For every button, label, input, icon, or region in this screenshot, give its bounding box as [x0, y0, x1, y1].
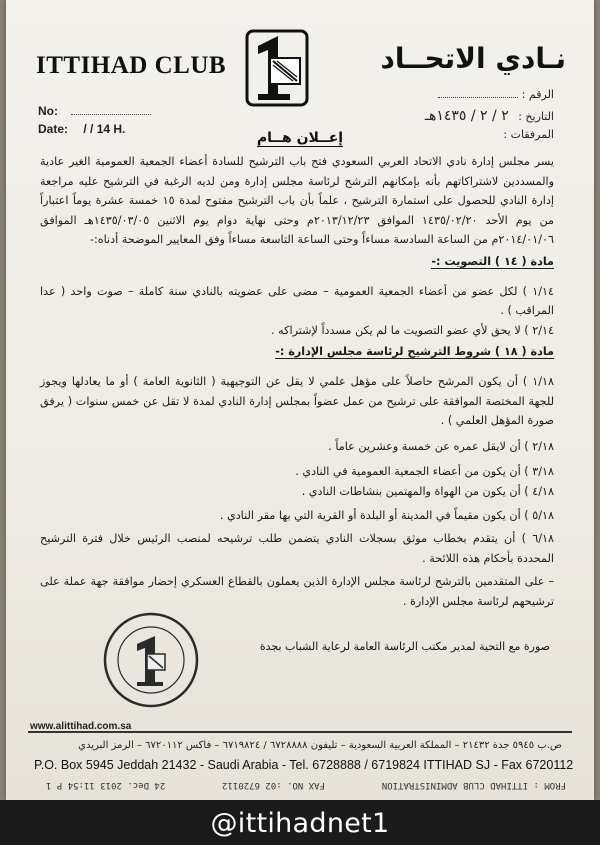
article-18-item-6: ٦/١٨ ) أن يتقدم بخطاب موثق بسجلات النادي يتضمن طلب ترشيحه لمنصب الرئيس خلال فترة الترشيح المحددة بأحكام هذه اللائحة .	[40, 532, 554, 565]
ar-date-label: التاريخ :	[518, 110, 554, 123]
club-name-english: ITTIHAD CLUB	[36, 52, 227, 79]
ar-number-label: الرقم :	[521, 88, 554, 101]
ar-number-dotline	[438, 87, 518, 98]
fax-number: FAX NO. :02 6720112	[222, 780, 325, 790]
number-dotline	[71, 104, 151, 115]
fax-from: FROM : ITTIHAD CLUB ADMINISTRATION	[381, 780, 566, 790]
club-name-arabic: نـادي الاتحــاد	[380, 42, 566, 75]
ar-date-field	[425, 108, 554, 124]
letter-page	[6, 0, 594, 800]
article-18-item-5: ٥/١٨ ) أن يكون مقيماً في المدينة أو البلدة أو القرية التي بها مقر النادي .	[219, 508, 554, 522]
address-english: P.O. Box 5945 Jeddah 21432 - Saudi Arabia - Tel. 6728888 / 6719824 ITTIHAD SJ - Fax 6720112	[34, 758, 574, 772]
number-label: No:	[38, 104, 58, 118]
announcement-heading	[6, 130, 594, 146]
ar-number-field	[438, 87, 554, 101]
club-logo-icon	[244, 28, 310, 108]
address-arabic: ص.ب ٥٩٤٥ جدة ٢١٤٣٢ – المملكة العربية السعودية – تليفون ٦٧٢٨٨٨٨ / ٦٧١٩٨٢٤ – فاكس ٦٧٢٠١١٢ – الرمز البريدي	[78, 740, 562, 751]
date-value: / / 14 H.	[83, 122, 126, 136]
article-18-title	[40, 342, 554, 362]
footer-divider	[28, 731, 572, 733]
article-18-item-1: ١/١٨ ) أن يكون المرشح حاصلاً على مؤهل علمي لا يقل عن التوجيهية ( الثانوية العامة ) أو ما يعادلها ويجوز للجهة المختصة الموافقة على ترشيح من عمل عضواً بمجلس إدارة النادي لمدة لا تقل عن خمس سنوات ( يرفق صورة المؤهل العلمي ) .	[40, 374, 554, 428]
article-14-item-1: ١/١٤ ) لكل عضو من أعضاء الجمعية العمومية – مضى على عضويته بالنادي سنة كاملة – صوت واحد ( عدا المراقب ) .	[40, 284, 554, 318]
letter-body	[40, 152, 554, 611]
number-field	[38, 104, 151, 118]
article-14-item-2: ٢/١٤ ) لا يحق لأي عضو التصويت ما لم يكن مسدداً لإشتراكه .	[271, 323, 554, 337]
ar-date-value: ٢ / ٢ / ١٤٣٥هـ	[424, 108, 509, 124]
article-18-item-4: ٤/١٨ ) أن يكون من الهواة والمهتمين بنشاطات النادي .	[301, 484, 554, 498]
article-18-title-text: مادة ( ١٨ ) شروط الترشيح لرئاسة مجلس الإدارة :-	[275, 345, 554, 359]
article-14-title-text: مادة ( ١٤ ) التصويت :-	[431, 254, 554, 268]
heading-text: إعــلان هــام	[256, 130, 344, 146]
ar-attachments-label: المرفقات :	[503, 128, 554, 141]
social-handle: @ittihadnet1	[210, 808, 390, 839]
date-label: Date:	[38, 122, 69, 136]
military-note: – على المتقدمين بالترشح لرئاسة مجلس الإدارة الذين يعملون بالقطاع العسكري إحضار موافقة جهة عملة على ترشيحهم لرئاسة مجلس الإدارة .	[40, 575, 554, 608]
fax-datetime: 24 Dec. 2013 11:54 P 1	[46, 780, 166, 790]
intro-paragraph: يسر مجلس إدارة نادي الاتحاد العربي السعودي فتح باب الترشيح للسادة أعضاء الجمعية العمومية الغير عادية والمسددين لاشتراكاتهم بأنه بإمكانهم الترشح لرئاسة مجلس إدارة ومن لديه الرغبة في الترشيح عليه مراجعة إدارة النادي للحصول على استمارة الترشيح ، علماً بأن باب الترشيح مفتوح لمدة ١٥ خمسة عشرة يوماً اعتباراً من يوم الأحد ١٤٣٥/٠٢/٢٠ الموافق ٢٠١٣/١٢/٢٣م وحتى نهاية دوام يوم الاثنين ١٤٣٥/٠٣/٠٥هـ الموافق ٢٠١٤/٠١/٠٦م من الساعة السادسة مساءاً وحتى الساعة التاسعة مساءاً وفق المعايير الموضحة أدناه:-	[40, 155, 554, 247]
article-14-title	[40, 252, 554, 272]
official-stamp-icon	[101, 610, 201, 710]
article-18-item-2: ٢/١٨ ) أن لايقل عمره عن خمسة وعشرين عاماً .	[328, 439, 554, 453]
website-link: www.alittihad.com.sa	[30, 721, 132, 732]
article-18-item-3: ٣/١٨ ) أن يكون من أعضاء الجمعية العمومية في النادي .	[295, 465, 554, 479]
closing-cc-line: صورة مع التحية لمدير مكتب الرئاسة العامة لرعاية الشباب بجدة	[259, 640, 550, 653]
fax-header-line	[46, 780, 566, 790]
